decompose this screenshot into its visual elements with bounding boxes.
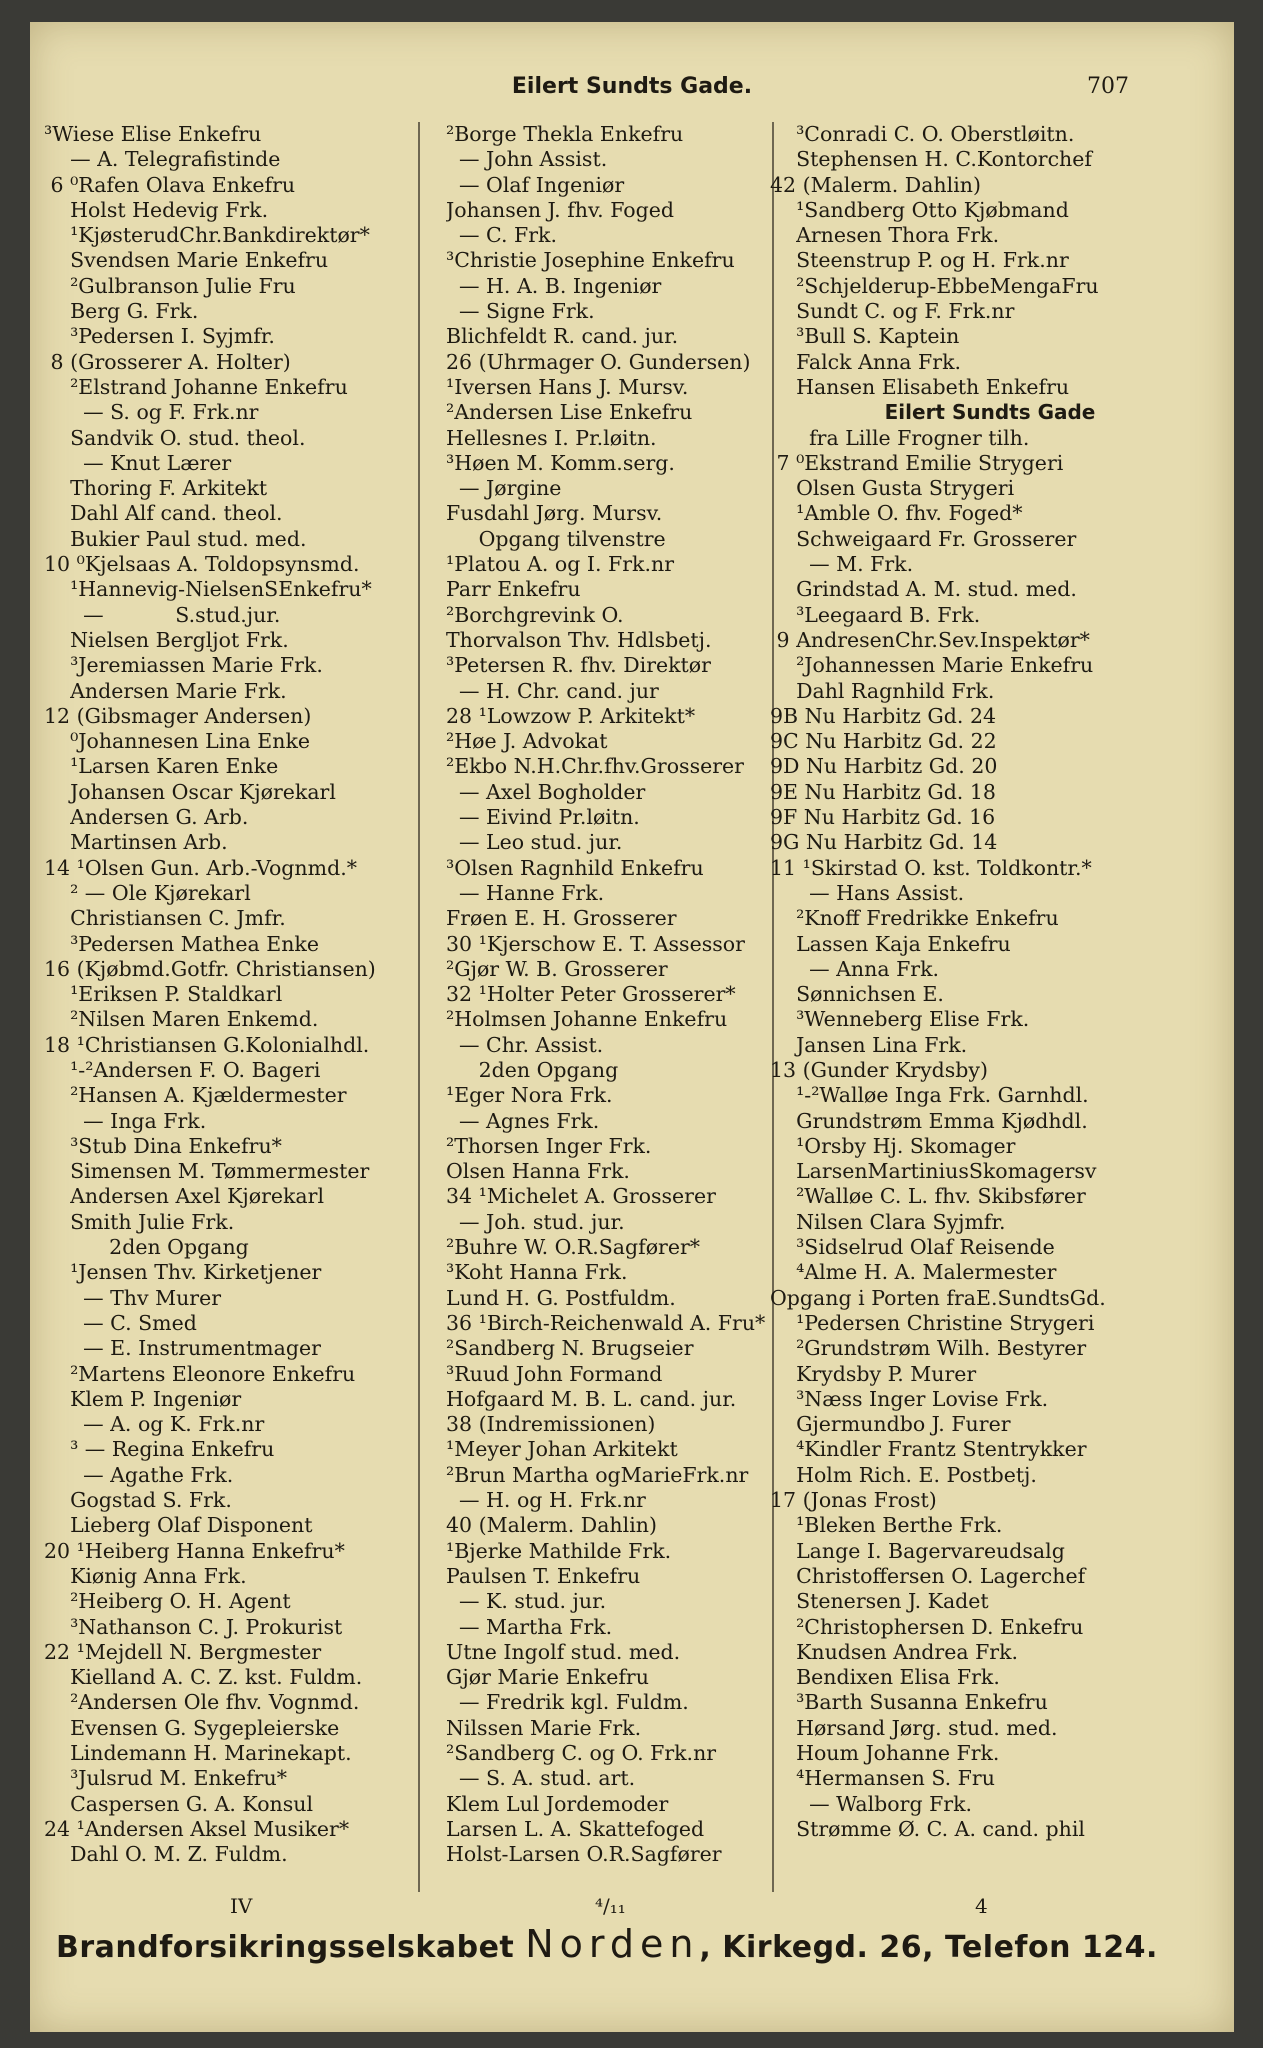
directory-entry: — Agnes Frk. [446,1108,600,1133]
directory-entry: ³Wenneberg Elise Frk. [770,1007,1030,1032]
directory-entry: 9G Nu Harbitz Gd. 14 [770,830,998,855]
directory-entry: 11 ¹Skirstad O. kst. Toldkontr.* [770,855,1092,880]
directory-entry: Larsen L. A. Skattefoged [446,1816,705,1841]
directory-entry: Dahl O. M. Z. Fuldm. [44,1842,288,1867]
directory-entry: ²Schjelderup-EbbeMengaFru [770,273,1099,298]
signature-mark-1: IV [230,1894,253,1918]
directory-entry: Martinsen Arb. [44,830,228,855]
directory-entry: ²Knoff Fredrikke Enkefru [770,906,1059,931]
advert-post: , Kirkegd. 26, Telefon 124. [699,1930,1158,1965]
directory-entry: ³Høen M. Komm.serg. [446,450,675,475]
directory-entry: ³Pedersen I. Syjmfr. [44,324,275,349]
directory-entry: 12 (Gibsmager Andersen) [44,703,312,728]
directory-entry: ²Borge Thekla Enkefru [446,122,684,146]
directory-entry: Utne Ingolf stud. med. [446,1639,681,1664]
directory-entry: Fusdahl Jørg. Mursv. [446,501,663,526]
directory-entry: Nielsen Bergljot Frk. [44,627,289,652]
directory-entry: 26 (Uhrmager O. Gundersen) [446,349,751,374]
directory-entry: — Jørgine [446,476,562,501]
directory-entry: Svendsen Marie Enkefru [44,248,329,273]
directory-entry: ²Høe J. Advokat [446,729,608,754]
directory-entry: 34 ¹Michelet A. Grosserer [446,1184,716,1209]
directory-entry: 9 AndresenChr.Sev.Inspektør* [770,627,1090,652]
directory-entry: — Joh. stud. jur. [446,1209,625,1234]
directory-entry: 9F Nu Harbitz Gd. 16 [770,805,996,830]
directory-entry: ³Nathanson C. J. Prokurist [44,1614,343,1639]
directory-entry: Dahl Alf cand. theol. [44,501,283,526]
directory-entry: — Hanne Frk. [446,880,605,905]
directory-entry: ¹Iversen Hans J. Mursv. [446,374,689,399]
directory-entry: ³Wiese Elise Enkefru [44,122,262,146]
directory-entry: Thorvalson Thv. Hdlsbetj. [446,627,712,652]
directory-entry: Lund H. G. Postfuldm. [446,1285,676,1310]
directory-entry: ³Ruud John Formand [446,1361,663,1386]
directory-entry: ²Heiberg O. H. Agent [44,1589,291,1614]
directory-entry: — Martha Frk. [446,1614,613,1639]
directory-entry: — Eivind Pr.løitn. [446,805,640,830]
directory-entry: — Leo stud. jur. [446,830,623,855]
directory-entry: ¹-²Walløe Inga Frk. Garnhdl. [770,1083,1089,1108]
section-heading: Eilert Sundts Gade [884,400,1096,425]
directory-entry: ¹Eriksen P. Staldkarl [44,982,283,1007]
directory-entry: ¹-²Andersen F. O. Bageri [44,1057,321,1082]
directory-entry: Smith Julie Frk. [44,1209,235,1234]
directory-entry: 20 ¹Heiberg Hanna Enkefru* [44,1538,345,1563]
directory-entry: ¹Bleken Berthe Frk. [770,1513,1003,1538]
directory-entry: ¹Meyer Johan Arkitekt [446,1437,678,1462]
page-number: 707 [1087,74,1129,99]
directory-entry: ²Ekbo N.H.Chr.fhv.Grosserer [446,754,744,779]
directory-entry: 7 ⁰Ekstrand Emilie Strygeri [770,450,1064,475]
directory-entry: Houm Johanne Frk. [770,1741,1000,1765]
directory-entry: Sønnichsen E. [770,982,944,1007]
directory-entry: ²Nilsen Maren Enkemd. [44,1007,319,1032]
directory-entry: 30 ¹Kjerschow E. T. Assessor [446,931,745,956]
directory-entry: ³Sidselrud Olaf Reisende [770,1235,1055,1260]
directory-entry: ⁰Johannesen Lina Enke [44,729,311,754]
directory-entry: Gogstad S. Frk. [44,1488,232,1513]
directory-entry: LarsenMartiniusSkomagersv [770,1159,1097,1184]
directory-entry: Blichfeldt R. cand. jur. [446,324,679,349]
directory-entry: Schweigaard Fr. Grosserer [770,526,1077,551]
signature-mark-2: ⁴/₁₁ [595,1894,626,1918]
directory-entry: ²Gjør W. B. Grosserer [446,956,668,981]
directory-entry: Lindemann H. Marinekapt. [44,1741,352,1765]
directory-entry: — Inga Frk. [44,1108,207,1133]
directory-entry: Strømme Ø. C. A. cand. phil [770,1816,1085,1841]
directory-entry: Stenersen J. Kadet [770,1589,989,1614]
directory-entry: Hellesnes I. Pr.løitn. [446,425,657,450]
directory-entry: 28 ¹Lowzow P. Arkitekt* [446,703,696,728]
directory-entry: Hørsand Jørg. stud. med. [770,1715,1058,1740]
directory-entry: 9B Nu Harbitz Gd. 24 [770,703,997,728]
directory-entry: — A. Telegrafistinde [44,147,281,172]
directory-entry: Klem P. Ingeniør [44,1386,242,1411]
directory-entry: ¹Amble O. fhv. Foged* [770,501,1023,526]
directory-entry: ² — Ole Kjørekarl [44,880,251,905]
directory-entry: — C. Smed [44,1310,197,1335]
directory-entry: ³ — Regina Enkefru [44,1437,275,1462]
directory-entry: ³Julsrud M. Enkefru* [44,1766,288,1791]
directory-entry: 17 (Jonas Frost) [770,1488,937,1513]
directory-entry: ¹Bjerke Mathilde Frk. [446,1538,672,1563]
directory-entry: ¹Jensen Thv. Kirketjener [44,1260,322,1285]
directory-entry: ²Andersen Lise Enkefru [446,400,693,425]
street-title: Eilert Sundts Gade. [511,74,753,99]
directory-entry: 16 (Kjøbmd.Gotfr. Christiansen) [44,956,376,981]
directory-entry: — Axel Bogholder [446,779,646,804]
directory-entry: Andersen Marie Frk. [44,678,287,703]
directory-entry: Holst Hedevig Frk. [44,197,269,222]
directory-entry: ¹KjøsterudChr.Bankdirektør* [44,223,370,248]
directory-entry: ¹Orsby Hj. Skomager [770,1133,1016,1158]
directory-entry: 9E Nu Harbitz Gd. 18 [770,779,996,804]
directory-entry: — Walborg Frk. [770,1791,973,1816]
directory-entry: — E. Instrumentmager [44,1336,321,1361]
directory-entry: ²Sandberg C. og O. Frk.nr [446,1741,717,1765]
directory-entry: Parr Enkefru [446,577,581,602]
directory-entry: Lassen Kaja Enkefru [770,931,1011,956]
directory-entry: ³Petersen R. fhv. Direktør [446,653,711,678]
directory-entry: — H. og H. Frk.nr [446,1488,646,1513]
directory-entry: — S. A. stud. art. [446,1766,636,1791]
directory-entry: 22 ¹Mejdell N. Bergmester [44,1639,322,1664]
directory-entry: — Chr. Assist. [446,1032,604,1057]
directory-entry: Simensen M. Tømmermester [44,1159,370,1184]
directory-entry: ²Christophersen D. Enkefru [770,1614,1084,1639]
directory-entry: ⁴Kindler Frantz Stentrykker [770,1437,1087,1462]
directory-entry: Kielland A. C. Z. kst. Fuldm. [44,1665,363,1690]
directory-entry: — A. og K. Frk.nr [44,1412,265,1437]
directory-entry: Knudsen Andrea Frk. [770,1639,1019,1664]
directory-entry: Steenstrup P. og H. Frk.nr [770,248,1069,273]
directory-entry: Jansen Lina Frk. [770,1032,968,1057]
directory-entry: 42 (Malerm. Dahlin) [770,172,981,197]
directory-entry: — S. og F. Frk.nr [44,400,259,425]
directory-entry: Lange I. Bagervareudsalg [770,1538,1065,1563]
advertisement [56,1922,1206,1966]
directory-entry: — H. Chr. cand. jur [446,678,659,703]
directory-entry: — Signe Frk. [446,299,595,324]
page-header [30,74,1234,114]
directory-entry: 36 ¹Birch-Reichenwald A. Fru* [446,1310,766,1335]
directory-entry: Stephensen H. C.Kontorchef [770,147,1092,172]
advert-company-name: Norden [525,1922,700,1966]
directory-entry: Andersen Axel Kjørekarl [44,1184,325,1209]
directory-entry: Kiønig Anna Frk. [44,1563,247,1588]
directory-entry: Paulsen T. Enkefru [446,1563,641,1588]
directory-entry: — Agathe Frk. [44,1462,234,1487]
directory-entry: Opgang tilvenstre [446,526,666,551]
directory-entry: ⁴Hermansen S. Fru [770,1766,995,1791]
directory-entry: ²Grundstrøm Wilh. Bestyrer [770,1336,1087,1361]
directory-entry: 9C Nu Harbitz Gd. 22 [770,729,997,754]
directory-entry: — Olaf Ingeniør [446,172,625,197]
directory-entry: Holst-Larsen O.R.Sagfører [446,1842,722,1867]
advert-pre: Brandforsikringsselskabet [56,1930,526,1965]
directory-entry: Dahl Ragnhild Frk. [770,678,995,703]
directory-entry: 18 ¹Christiansen G.Kolonialhdl. [44,1032,370,1057]
directory-entry: — Fredrik kgl. Fuldm. [446,1690,689,1715]
directory-entry: 8 (Grosserer A. Holter) [44,349,291,374]
directory-entry: ¹Eger Nora Frk. [446,1083,613,1108]
directory-entry: ²Buhre W. O.R.Sagfører* [446,1235,701,1260]
directory-entry: ²Brun Martha ogMarieFrk.nr [446,1462,749,1487]
directory-entry: ³Næss Inger Lovise Frk. [770,1386,1049,1411]
directory-entry: 13 (Gunder Krydsby) [770,1057,988,1082]
directory-entry: ²Andersen Ole fhv. Vognmd. [44,1690,360,1715]
directory-entry: ³Leegaard B. Frk. [770,602,981,627]
directory-entry: ²Walløe C. L. fhv. Skibsfører [770,1184,1086,1209]
directory-entry: ²Johannessen Marie Enkefru [770,653,1094,678]
directory-entry: 9D Nu Harbitz Gd. 20 [770,754,998,779]
directory-entry: 14 ¹Olsen Gun. Arb.-Vognmd.* [44,855,357,880]
directory-entry: Frøen E. H. Grosserer [446,906,677,931]
directory-entry: — Hans Assist. [770,880,965,905]
directory-entry: ²Elstrand Johanne Enkefru [44,374,348,399]
directory-entry: fra Lille Frogner tilh. [770,425,1030,450]
directory-entry: ²Gulbranson Julie Fru [44,273,296,298]
directory-entry: Johansen J. fhv. Foged [446,197,675,222]
directory-entry: Olsen Gusta Strygeri [770,476,1015,501]
directory-entry: Johansen Oscar Kjørekarl [44,779,336,804]
directory-entry: Nilssen Marie Frk. [446,1715,642,1740]
directory-entry: Nilsen Clara Syjmfr. [770,1209,1006,1234]
directory-entry: ²Holmsen Johanne Enkefru [446,1007,728,1032]
directory-entry: — Knut Lærer [44,450,232,475]
directory-entry: Opgang i Porten fraE.SundtsGd. [770,1285,1106,1310]
directory-entry: ¹Larsen Karen Enke [44,754,279,779]
directory-entry: ³Jeremiassen Marie Frk. [44,653,323,678]
directory-entry: Christiansen C. Jmfr. [44,906,286,931]
directory-entry: ³Stub Dina Enkefru* [44,1133,282,1158]
directory-entry: — S.stud.jur. [44,602,281,627]
directory-entry: ¹Pedersen Christine Strygeri [770,1310,1095,1335]
directory-entry: — C. Frk. [446,223,557,248]
directory-entry: Berg G. Frk. [44,299,199,324]
directory-entry: ³Olsen Ragnhild Enkefru [446,855,704,880]
directory-entry: Sundt C. og F. Frk.nr [770,299,1015,324]
directory-page [30,22,1234,2032]
directory-entry: Arnesen Thora Frk. [770,223,1000,248]
directory-entry: 6 ⁰Rafen Olava Enkefru [44,172,296,197]
directory-entry: 2den Opgang [44,1235,249,1260]
column-1 [44,122,444,1867]
directory-entry: ¹Hannevig-NielsenSEnkefru* [44,577,372,602]
directory-entry: Holm Rich. E. Postbetj. [770,1462,1037,1487]
directory-entry: — Thv Murer [44,1285,222,1310]
directory-entry: Hansen Elisabeth Enkefru [770,374,1070,399]
directory-entry: ²Hansen A. Kjældermester [44,1083,347,1108]
directory-entry: Bukier Paul stud. med. [44,526,307,551]
directory-entry: Thoring F. Arkitekt [44,476,268,501]
directory-entry: Grindstad A. M. stud. med. [770,577,1077,602]
directory-entry: 32 ¹Holter Peter Grosserer* [446,982,736,1007]
directory-entry: Klem Lul Jordemoder [446,1791,669,1816]
directory-entry: Andersen G. Arb. [44,805,249,830]
directory-entry: 24 ¹Andersen Aksel Musiker* [44,1816,350,1841]
directory-entry: Olsen Hanna Frk. [446,1159,630,1184]
directory-entry: — H. A. B. Ingeniør [446,273,662,298]
directory-entry: ³Pedersen Mathea Enke [44,931,319,956]
directory-entry: — K. stud. jur. [446,1589,607,1614]
directory-entry: ³Bull S. Kaptein [770,324,960,349]
directory-entry: ³Koht Hanna Frk. [446,1260,628,1285]
directory-entry: ²Martens Eleonore Enkefru [44,1361,356,1386]
directory-entry: — John Assist. [446,147,608,172]
directory-entry: 2den Opgang [446,1057,619,1082]
directory-entry: Hofgaard M. B. L. cand. jur. [446,1386,737,1411]
directory-entry: ¹Sandberg Otto Kjøbmand [770,197,1069,222]
directory-entry: ²Sandberg N. Brugseier [446,1336,694,1361]
directory-entry: Lieberg Olaf Disponent [44,1513,313,1538]
directory-entry: Krydsby P. Murer [770,1361,977,1386]
directory-entry: — Anna Frk. [770,956,940,981]
directory-entry: Gjør Marie Enkefru [446,1665,649,1690]
directory-entry: — M. Frk. [770,552,914,577]
directory-entry: Caspersen G. A. Konsul [44,1791,314,1816]
directory-entry: Grundstrøm Emma Kjødhdl. [770,1108,1088,1133]
directory-entry: Falck Anna Frk. [770,349,962,374]
directory-entry: 40 (Malerm. Dahlin) [446,1513,657,1538]
signature-mark-3: 4 [975,1894,988,1918]
directory-entry: ¹Platou A. og I. Frk.nr [446,552,675,577]
directory-entry: ⁴Alme H. A. Malermester [770,1260,1057,1285]
directory-entry: ²Thorsen Inger Frk. [446,1133,652,1158]
directory-entry: 10 ⁰Kjelsaas A. Toldopsynsmd. [44,552,360,577]
directory-entry: ³Christie Josephine Enkefru [446,248,735,273]
directory-entry: Gjermundbo J. Furer [770,1412,1011,1437]
directory-entry: ³Barth Susanna Enkefru [770,1690,1048,1715]
directory-entry: Christoffersen O. Lagerchef [770,1563,1086,1588]
directory-entry: Evensen G. Sygepleierske [44,1715,340,1740]
directory-entry: ³Conradi C. O. Oberstløitn. [770,122,1075,146]
column-3 [770,122,1210,1842]
directory-entry: Bendixen Elisa Frk. [770,1665,1000,1690]
directory-entry: 38 (Indremissionen) [446,1412,656,1437]
directory-entry: ²Borchgrevink O. [446,602,624,627]
directory-entry: Sandvik O. stud. theol. [44,425,306,450]
